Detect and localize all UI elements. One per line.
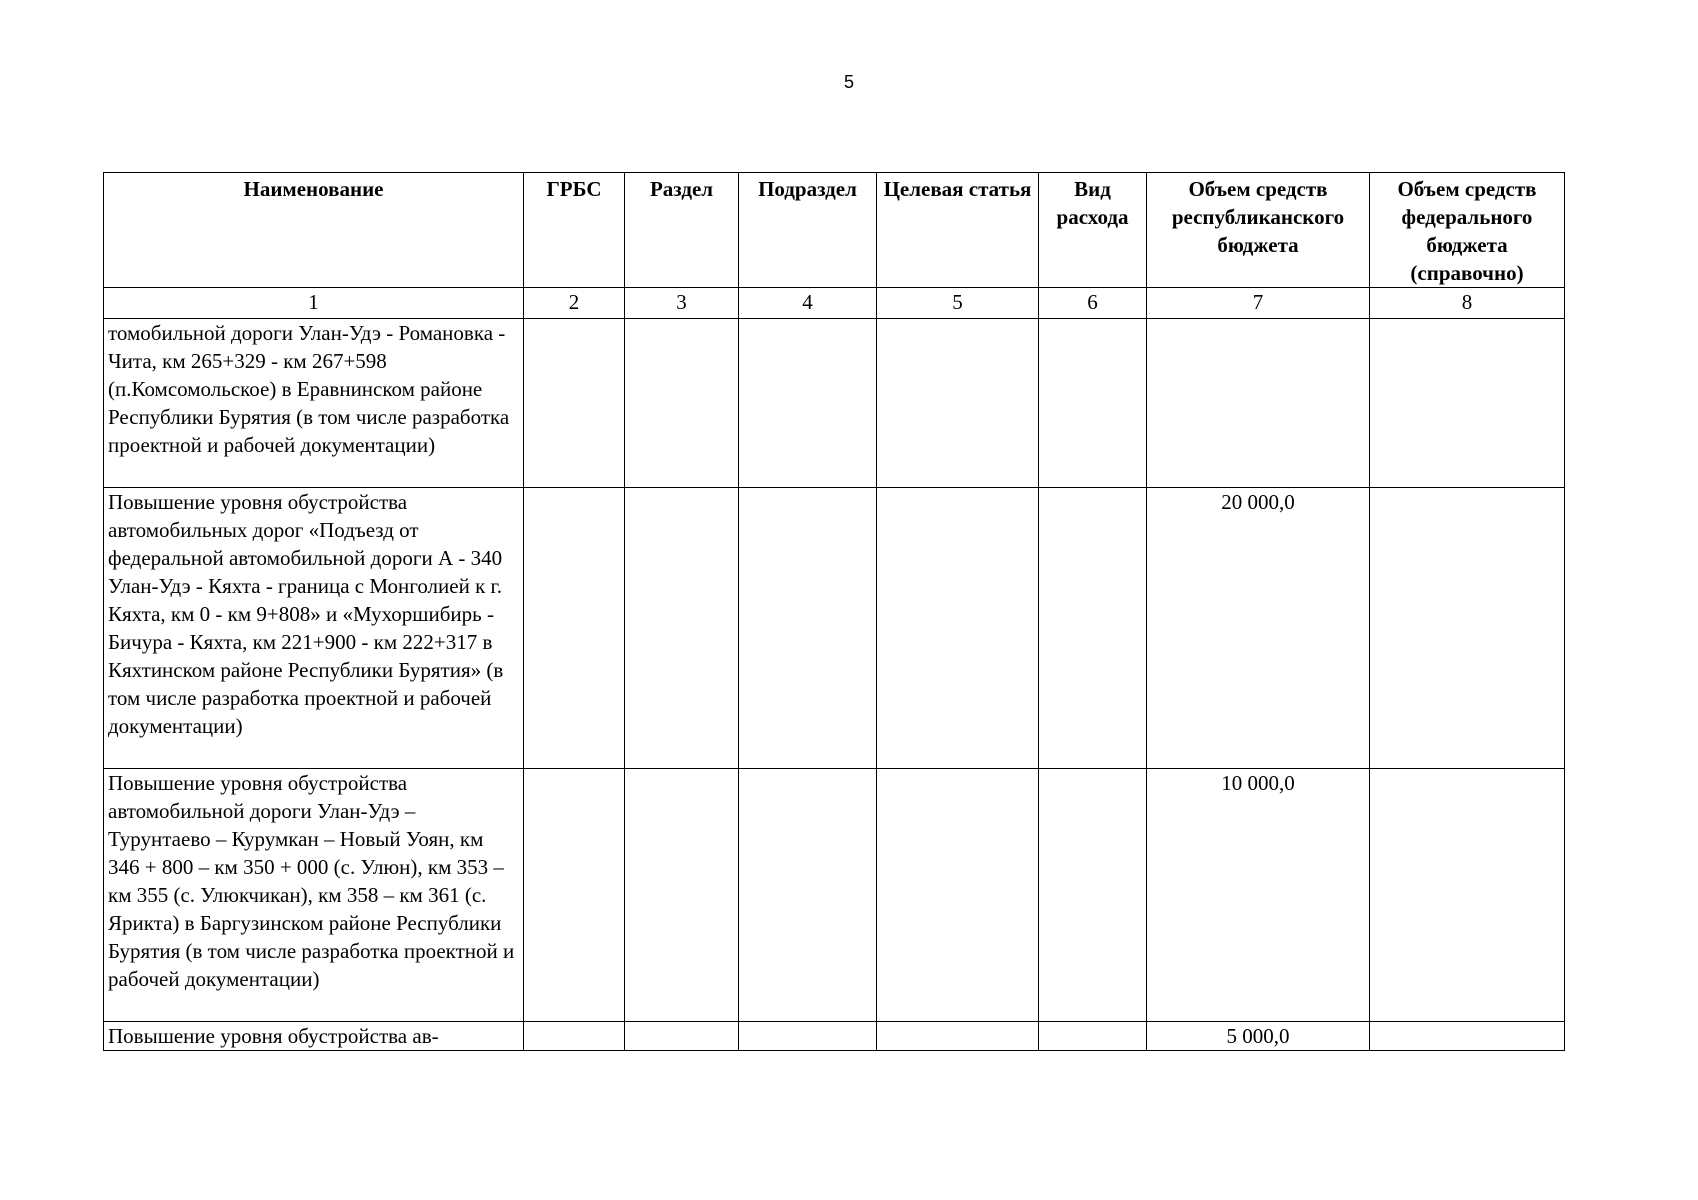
header-celevaya-statya: Целевая статья [877, 173, 1039, 288]
column-number: 6 [1039, 288, 1147, 319]
row-podrazdel [739, 1022, 877, 1051]
column-number-row [104, 288, 1565, 319]
row-razdel [625, 769, 739, 1022]
column-number: 5 [877, 288, 1039, 319]
row-rep-budget [1147, 319, 1370, 488]
table-row [104, 488, 1565, 769]
row-fed-budget [1370, 488, 1565, 769]
column-number: 7 [1147, 288, 1370, 319]
header-grbs: ГРБС [524, 173, 625, 288]
row-podrazdel [739, 769, 877, 1022]
row-rep-budget: 5 000,0 [1147, 1022, 1370, 1051]
row-razdel [625, 488, 739, 769]
row-name: Повышение уровня обустройства автомобильных дорог «Подъезд от федеральной автомобильной дороги А - 340 Улан-Удэ - Кяхта - граница с Монголией к г. Кяхта, км 0 - км 9+808» и «Мухоршибирь - Бичура - Кяхта, км 221+900 - км 222+317 в Кяхтинском районе Республики Бурятия» (в том числе разработка проектной и рабочей документации) [104, 488, 524, 769]
row-name: томобильной дороги Улан-Удэ - Романовка - Чита, км 265+329 - км 267+598 (п.Комсомольское) в Еравнинском районе Республики Бурятия (в том числе разработка проектной и рабочей документации) [104, 319, 524, 488]
row-vid [1039, 488, 1147, 769]
row-vid [1039, 319, 1147, 488]
row-razdel [625, 319, 739, 488]
header-rep-budget: Объем средств республиканского бюджета [1147, 173, 1370, 288]
column-number: 2 [524, 288, 625, 319]
row-vid [1039, 1022, 1147, 1051]
budget-table [103, 172, 1565, 1051]
header-row [104, 173, 1565, 288]
row-fed-budget [1370, 1022, 1565, 1051]
row-grbs [524, 488, 625, 769]
row-fed-budget [1370, 319, 1565, 488]
row-rep-budget: 20 000,0 [1147, 488, 1370, 769]
row-grbs [524, 769, 625, 1022]
column-number: 8 [1370, 288, 1565, 319]
header-name: Наименование [104, 173, 524, 288]
table-row [104, 769, 1565, 1022]
column-number: 3 [625, 288, 739, 319]
row-podrazdel [739, 319, 877, 488]
row-celevaya [877, 488, 1039, 769]
table-row [104, 1022, 1565, 1051]
row-celevaya [877, 319, 1039, 488]
column-number: 4 [739, 288, 877, 319]
row-grbs [524, 319, 625, 488]
row-grbs [524, 1022, 625, 1051]
row-name: Повышение уровня обустройства автомобильной дороги Улан-Удэ – Турунтаево – Курумкан – Новый Уоян, км 346 + 800 – км 350 + 000 (с. Улюн), км 353 – км 355 (с. Улюкчикан), км 358 – км 361 (с. Ярикта) в Баргузинском районе Республики Бурятия (в том числе разработка проектной и рабочей документации) [104, 769, 524, 1022]
row-celevaya [877, 1022, 1039, 1051]
row-name: Повышение уровня обустройства ав- [104, 1022, 524, 1051]
page-number: 5 [843, 72, 854, 92]
row-celevaya [877, 769, 1039, 1022]
table-row [104, 319, 1565, 488]
header-fed-budget: Объем средств федерального бюджета (справочно) [1370, 173, 1565, 288]
header-podrazdel: Подраздел [739, 173, 877, 288]
row-vid [1039, 769, 1147, 1022]
column-number: 1 [104, 288, 524, 319]
header-vid-raskhoda: Вид расхода [1039, 173, 1147, 288]
row-rep-budget: 10 000,0 [1147, 769, 1370, 1022]
header-razdel: Раздел [625, 173, 739, 288]
row-fed-budget [1370, 769, 1565, 1022]
row-podrazdel [739, 488, 877, 769]
row-razdel [625, 1022, 739, 1051]
